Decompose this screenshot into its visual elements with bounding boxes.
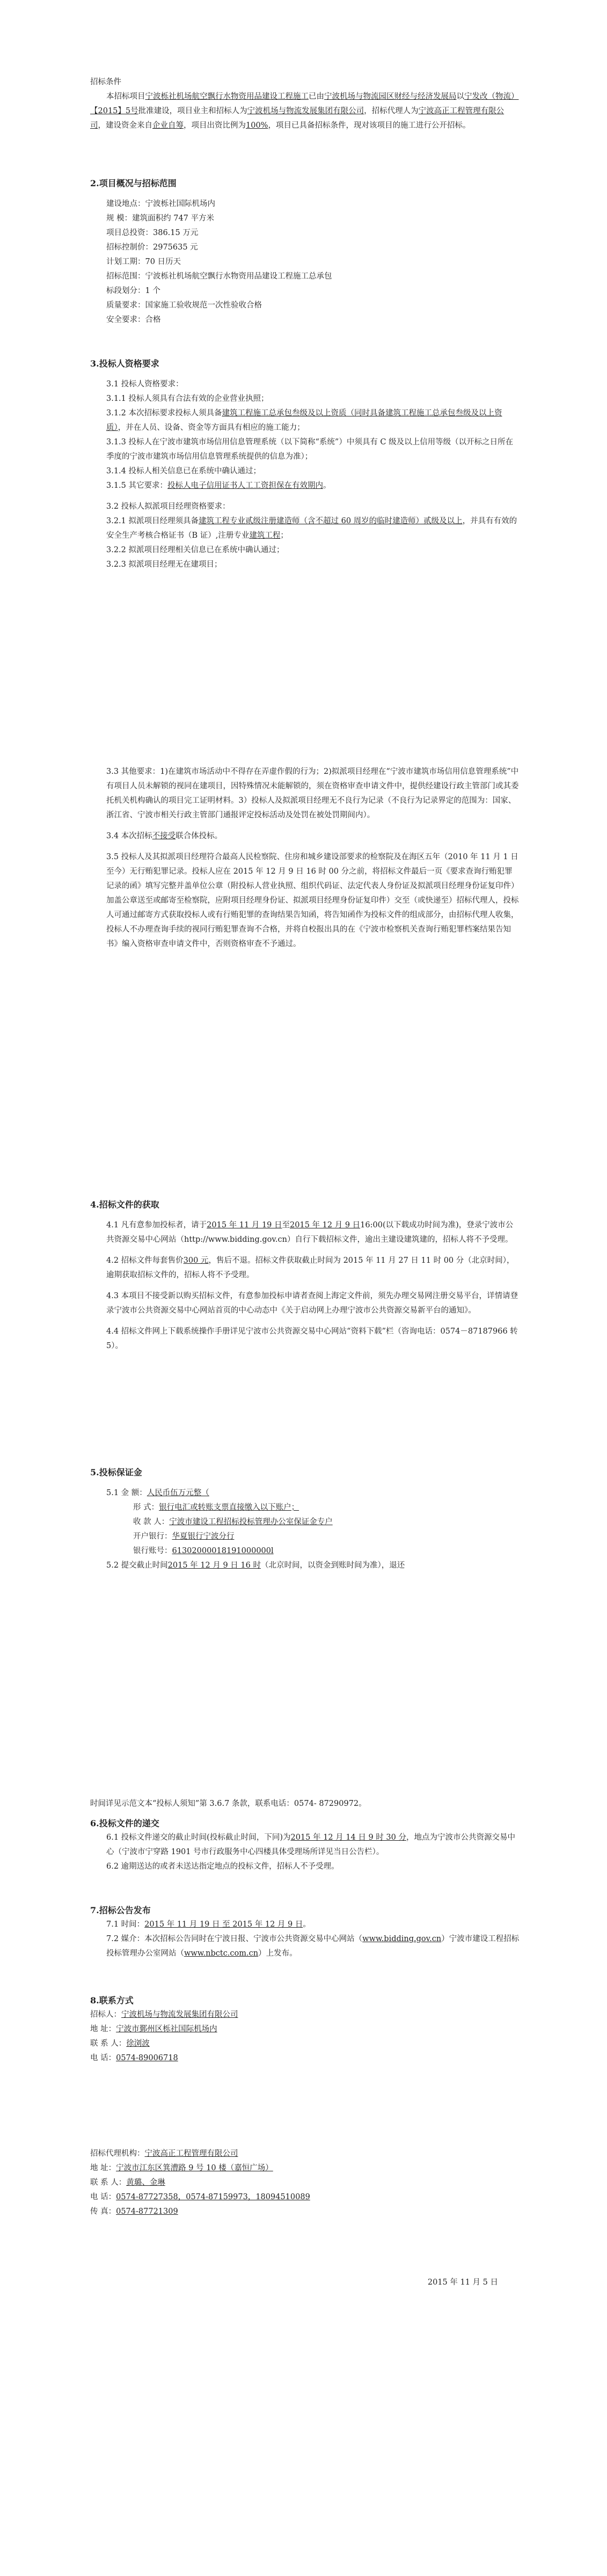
value: 宁波高正工程管理有限公司 <box>144 2149 238 2158</box>
clause-3-1-2 <box>90 406 520 435</box>
value: 0574-89006718 <box>116 2054 178 2062</box>
section-title: 7.招标公告发布 <box>90 1905 151 1915</box>
agent-contact-row <box>90 2176 520 2190</box>
bond-bank <box>90 1529 520 1544</box>
text: ）宁波市建设工程招标投标管理办公室网站（ <box>106 1935 520 1958</box>
section-title: 3.投标人资格要求 <box>90 358 159 369</box>
text: 4.1 凡有意参加投标者，请于 <box>106 1221 207 1230</box>
clause-4-2 <box>90 1254 520 1283</box>
safety-requirement: 安全要求：合格 <box>106 316 161 324</box>
text: 16:00(以下载成功时间为准)，登录宁波市公共资源交易中心网站（http://www.bidding.gov.cn）自行下载招标文件，逾出主建设建筑建的，招标人将不予受理。 <box>106 1221 514 1244</box>
section-bidder-qualification <box>90 353 520 572</box>
value: 61302000018191000000l <box>172 1547 274 1555</box>
clause-3-1-3: 3.1.3 投标人在宁波市建筑市场信用信息管理系统（以下简称“系统”）中须具有 C 级及以上信用等级（以开标之日所在季度的宁波市建筑市场信用信息管理系统提供的信息为准）； <box>106 438 514 461</box>
value: 0574-87721309 <box>116 2207 178 2216</box>
bond-amount <box>90 1486 520 1501</box>
section-title: 2.项目概况与招标范围 <box>90 178 177 188</box>
qualification-requirement: 建筑工程施工总承包叁级及以上资质（同时具备建筑工程施工总承包叁级及以上资质） <box>106 409 502 432</box>
section-title: 6.投标文件的递交 <box>90 1818 159 1828</box>
start-date: 2015 年 11 月 19 日 <box>207 1221 282 1230</box>
text: 6.1 投标文件递交的截止时间(投标截止时间，下同)为 <box>106 1833 291 1842</box>
value: 黄璐、金琳 <box>126 2178 165 2187</box>
clause-6-2: 6.2 逾期送达的或者未送达指定地点的投标文件，招标人不予受理。 <box>106 1862 339 1871</box>
bond-deadline: 2015 年 12 月 9 日 16 时 <box>167 1561 261 1570</box>
project-scale: 规 模：建筑面积约 747 平方米 <box>106 214 215 223</box>
section-announcement <box>90 1900 520 1961</box>
section-tender-conditions <box>90 75 520 133</box>
agent-address-row <box>90 2161 520 2176</box>
label: 招标人： <box>90 2010 121 2019</box>
label: 联 系 人： <box>90 2178 127 2187</box>
owner-tel-row <box>90 2051 520 2066</box>
fund-ratio: 100% <box>246 121 268 130</box>
text: ，项目已具备招标条件，现对该项目的施工进行公开招标。 <box>268 121 471 130</box>
label: 联 系 人： <box>90 2039 127 2048</box>
agent-row <box>90 2147 520 2161</box>
section-bid-bond-cont <box>90 1797 520 1811</box>
section-bidder-qualification-cont <box>90 765 520 952</box>
paragraph <box>90 90 520 133</box>
text: （北京时间，以资金到账时间为准），退还 <box>260 1561 405 1570</box>
text: 7.2 媒介：本次招标公告同时在宁波日报、宁波市公共资源交易中心网站（ <box>106 1935 363 1943</box>
label: 地 址： <box>90 2025 116 2033</box>
label: 开户银行： <box>133 1532 172 1541</box>
fund-source: 企业自筹 <box>152 121 184 130</box>
project-name: 宁波栎社机场航空飘行水物资用品建设工程施工 <box>145 92 309 101</box>
section-title: 5.投标保证金 <box>90 1467 142 1477</box>
signature-block <box>90 2275 520 2290</box>
section-title: 8.联系方式 <box>90 1995 134 2006</box>
owner-address-row <box>90 2022 520 2037</box>
clause-4-3: 4.3 本项目不接受新以购买招标文件，有意参加投标申请者查阅上海定文件前，须先办理交易网注册交易平台，详情请登录宁波市公共资源交易中心网站首页的中心动态中《关于启动网上办理宁波市公共资源交易新平台的通知》。 <box>106 1292 518 1315</box>
owner-contact-row <box>90 2037 520 2051</box>
clause-3-2-3: 3.2.3 拟派项目经理无在建项目； <box>106 560 222 569</box>
section-title: 招标条件 <box>90 78 121 86</box>
joint-bid-status: 不接受 <box>152 832 176 840</box>
quality-requirement: 质量要求：国家施工验收规范一次性验收合格 <box>106 301 262 310</box>
website-link[interactable]: www.bidding.gov.cn <box>362 1935 442 1943</box>
owner-name: 宁波机场与物流发展集团有限公司 <box>247 107 364 115</box>
value: 宁波市江东区箕漕路 9 号 10 楼（嘉恒广场） <box>116 2164 273 2172</box>
approver: 宁波机场与物流园区财经与经济发展局 <box>324 92 457 101</box>
clause-5-2 <box>90 1558 520 1573</box>
text: 3.4 本次招标 <box>106 832 152 840</box>
announcement-period: 2015 年 11 月 19 日 至 2015 年 12 月 9 日 <box>144 1920 303 1929</box>
clause-3-1-1: 3.1.1 投标人须具有合法有效的企业营业执照； <box>106 394 269 403</box>
tender-scope: 招标范围：宁波栎社机场航空飘行水物资用品建设工程施工总承包 <box>106 272 332 281</box>
document-price: 300 元 <box>183 1256 209 1265</box>
label: 传 真： <box>90 2207 116 2216</box>
bond-payee <box>90 1515 520 1529</box>
manager-qualification: 建筑工程专业贰级注册建造师（含不超过 60 周岁的临时建造师）贰级及以上 <box>199 517 463 525</box>
bond-account <box>90 1544 520 1558</box>
project-investment: 项目总投资：386.15 万元 <box>106 229 199 237</box>
clause-6-1 <box>90 1831 520 1860</box>
value: 华夏银行宁波分行 <box>172 1532 235 1541</box>
value: 人民币伍万元整（ <box>147 1489 209 1497</box>
text: 本招标项目 <box>106 92 145 101</box>
signature-date: 2015 年 11 月 5 日 <box>427 2278 498 2287</box>
text: 7.1 时间： <box>106 1920 145 1929</box>
section-submission <box>90 1813 520 1874</box>
text: 联合体投标。 <box>175 832 223 840</box>
text: ，并在人员、设备、资金等方面具有相应的施工能力； <box>118 423 305 432</box>
label: 形 式： <box>133 1503 159 1512</box>
owner-row <box>90 2008 520 2022</box>
clause-3-3: 3.3 其他要求：1)在建筑市场活动中不得存在弄虚作假的行为；2)拟派项目经理在“宁波市建筑市场信用信息管理系统”中有项目人员未解锁的视同在建项目，因特殊情况未能解锁的，须在资格审查申请文件中，提供经建设行政主管部门或其委托机关机构确认的项目完工证明材料。3）投标人及拟派项目经理无不良行为记录（不良行为记录界定的范围为：国家、浙江省、宁波市相关行政主管部门通报评定投标活动及处罚在被处罚期间内）。 <box>106 767 519 819</box>
label: 5.1 金 额： <box>106 1489 147 1497</box>
text: 3.1.2 本次招标要求投标人须具备 <box>106 409 222 418</box>
value: 宁波市建设工程招标投标管理办公室保证金专户 <box>169 1518 333 1526</box>
text: 。 <box>303 1920 311 1929</box>
text: 已由 <box>309 92 324 101</box>
section-obtain-documents <box>90 1194 520 1353</box>
text: ，项目出资比例为 <box>184 121 246 130</box>
submission-deadline: 2015 年 12 月 14 日 9 时 30 分 <box>290 1833 406 1842</box>
clause-3-5: 3.5 投标人及其拟派项目经理符合最高人民检察院、住房和城乡建设部要求的检察院及在海区五年（2010 年 11 月 1 日至今）无行贿犯罪记录。投标人应在 2015 年 12 月 9 日 16 时 00 分之前，将招标文件最后一页《要求查询行贿犯罪记录的函》填写完整并盖单位公章（附投标人营业执照、组织代码证、法定代表人身份证及拟派项目经理身份证复印件）加盖公章送至或邮寄至检察院，应附项目经理身份证、拟派项目经理身份证复印件）交至（或快递至）招标代理人，投标人可通过邮寄方式获取投标人或有行贿犯罪的查询结果告知函，将告知函作为投标文件的组成部分，由招标代理人收集，投标人不办理查询手续的视同行贿犯罪查询不合格，并将自校报出具的在《宁波市检察机关查询行贿犯罪档案结果告知书》编入资格审查申请文件中，否则资格审查不予通过。 <box>106 853 519 948</box>
end-date: 2015 年 12 月 9 日 <box>290 1221 361 1230</box>
control-price: 招标控制价：2975635 元 <box>106 243 198 252</box>
other-requirement: 投标人电子信用证书人工工资担保在有效期内 <box>167 481 324 490</box>
bond-form <box>90 1501 520 1515</box>
text: 5.2 提交截止时间 <box>106 1561 168 1570</box>
text: 3.1.5 其它要求： <box>106 481 168 490</box>
planned-period: 计划工期：70 日历天 <box>106 258 181 266</box>
approval-number: 宁发改（物流）【2015】5号 <box>90 92 519 115</box>
clause-4-1 <box>90 1218 520 1247</box>
text: ，并具有有效的安全生产考核合格证书（B 证）,注册专业 <box>106 517 517 540</box>
text: 以 <box>456 92 464 101</box>
section-title: 4.招标文件的获取 <box>90 1199 159 1210</box>
value: 宁波机场与物流发展集团有限公司 <box>121 2010 238 2019</box>
clause-3-1-5 <box>90 479 520 493</box>
text: 批准建设，项目业主和招标人为 <box>138 107 247 115</box>
clause-7-2 <box>90 1932 520 1961</box>
website-link[interactable]: www.nbctc.com.cn <box>184 1949 259 1958</box>
agent-name: 宁波高正工程管理有限公司 <box>90 107 504 130</box>
section-bid-bond <box>90 1462 520 1573</box>
section-project-overview <box>90 173 520 327</box>
text: ）上发布。 <box>258 1949 297 1958</box>
lot-division: 标段划分：1 个 <box>106 287 160 295</box>
text: ，建设资金来自 <box>98 121 152 130</box>
section-agent-contact <box>90 2147 520 2219</box>
clause-3-1: 3.1 投标人资格要求： <box>106 380 184 389</box>
text: 3.2.1 拟派项目经理须具备 <box>106 517 199 525</box>
clause-3-2-2: 3.2.2 拟派项目经理相关信息已在系统中确认通过； <box>106 546 284 554</box>
label: 收 款 人： <box>133 1518 170 1526</box>
text: ，招标代理人为 <box>364 107 419 115</box>
text: 4.2 招标文件每套售价 <box>106 1256 184 1265</box>
clause-7-1 <box>90 1918 520 1932</box>
text: ，售后不退。招标文件获取截止时间为 2015 年 11 月 27 日 11 时 00 分（北京时间），逾期获取招标文件的，招标人将不予受理。 <box>106 1256 515 1279</box>
value: 0574-87727358，0574-87159973，18094510089 <box>116 2193 310 2201</box>
value: 银行电汇或转账支票直接缴入以下账户； <box>159 1503 299 1512</box>
label: 地 址： <box>90 2164 116 2172</box>
value: 宁波市鄞州区栎社国际机场内 <box>116 2025 217 2033</box>
agent-tel-row <box>90 2190 520 2205</box>
text: ； <box>280 531 288 540</box>
clause-3-2: 3.2 投标人拟派项目经理资格要求： <box>106 502 230 511</box>
agent-fax-row <box>90 2205 520 2219</box>
clause-5-2-cont: 时间详见示范文本“投标人须知”第 3.6.7 条款，联系电话：0574- 87290972。 <box>90 1799 367 1808</box>
clause-3-1-4: 3.1.4 投标人相关信息已在系统中确认通过； <box>106 467 261 475</box>
clause-4-4: 4.4 招标文件网上下载系统操作手册详见宁波市公共资源交易中心网站“资料下载”栏（咨询电话：0574－87187966 转 5）。 <box>106 1327 518 1350</box>
section-contact <box>90 1990 520 2066</box>
text: ，地点为宁波市公共资源交易中心（宁波市宁穿路 1901 号市行政服务中心四楼具体受理场所详见当日公告栏）。 <box>106 1833 515 1856</box>
value: 徐浏波 <box>126 2039 150 2048</box>
registered-specialty: 建筑工程 <box>249 531 281 540</box>
label: 电 话： <box>90 2193 116 2201</box>
text: 至 <box>282 1221 290 1230</box>
project-location: 建设地点：宁波栎社国际机场内 <box>106 200 215 208</box>
clause-3-4 <box>90 829 520 844</box>
label: 电 话： <box>90 2054 116 2062</box>
label: 银行账号： <box>133 1547 172 1555</box>
clause-3-2-1 <box>90 514 520 543</box>
label: 招标代理机构： <box>90 2149 145 2158</box>
text: 。 <box>323 481 331 490</box>
